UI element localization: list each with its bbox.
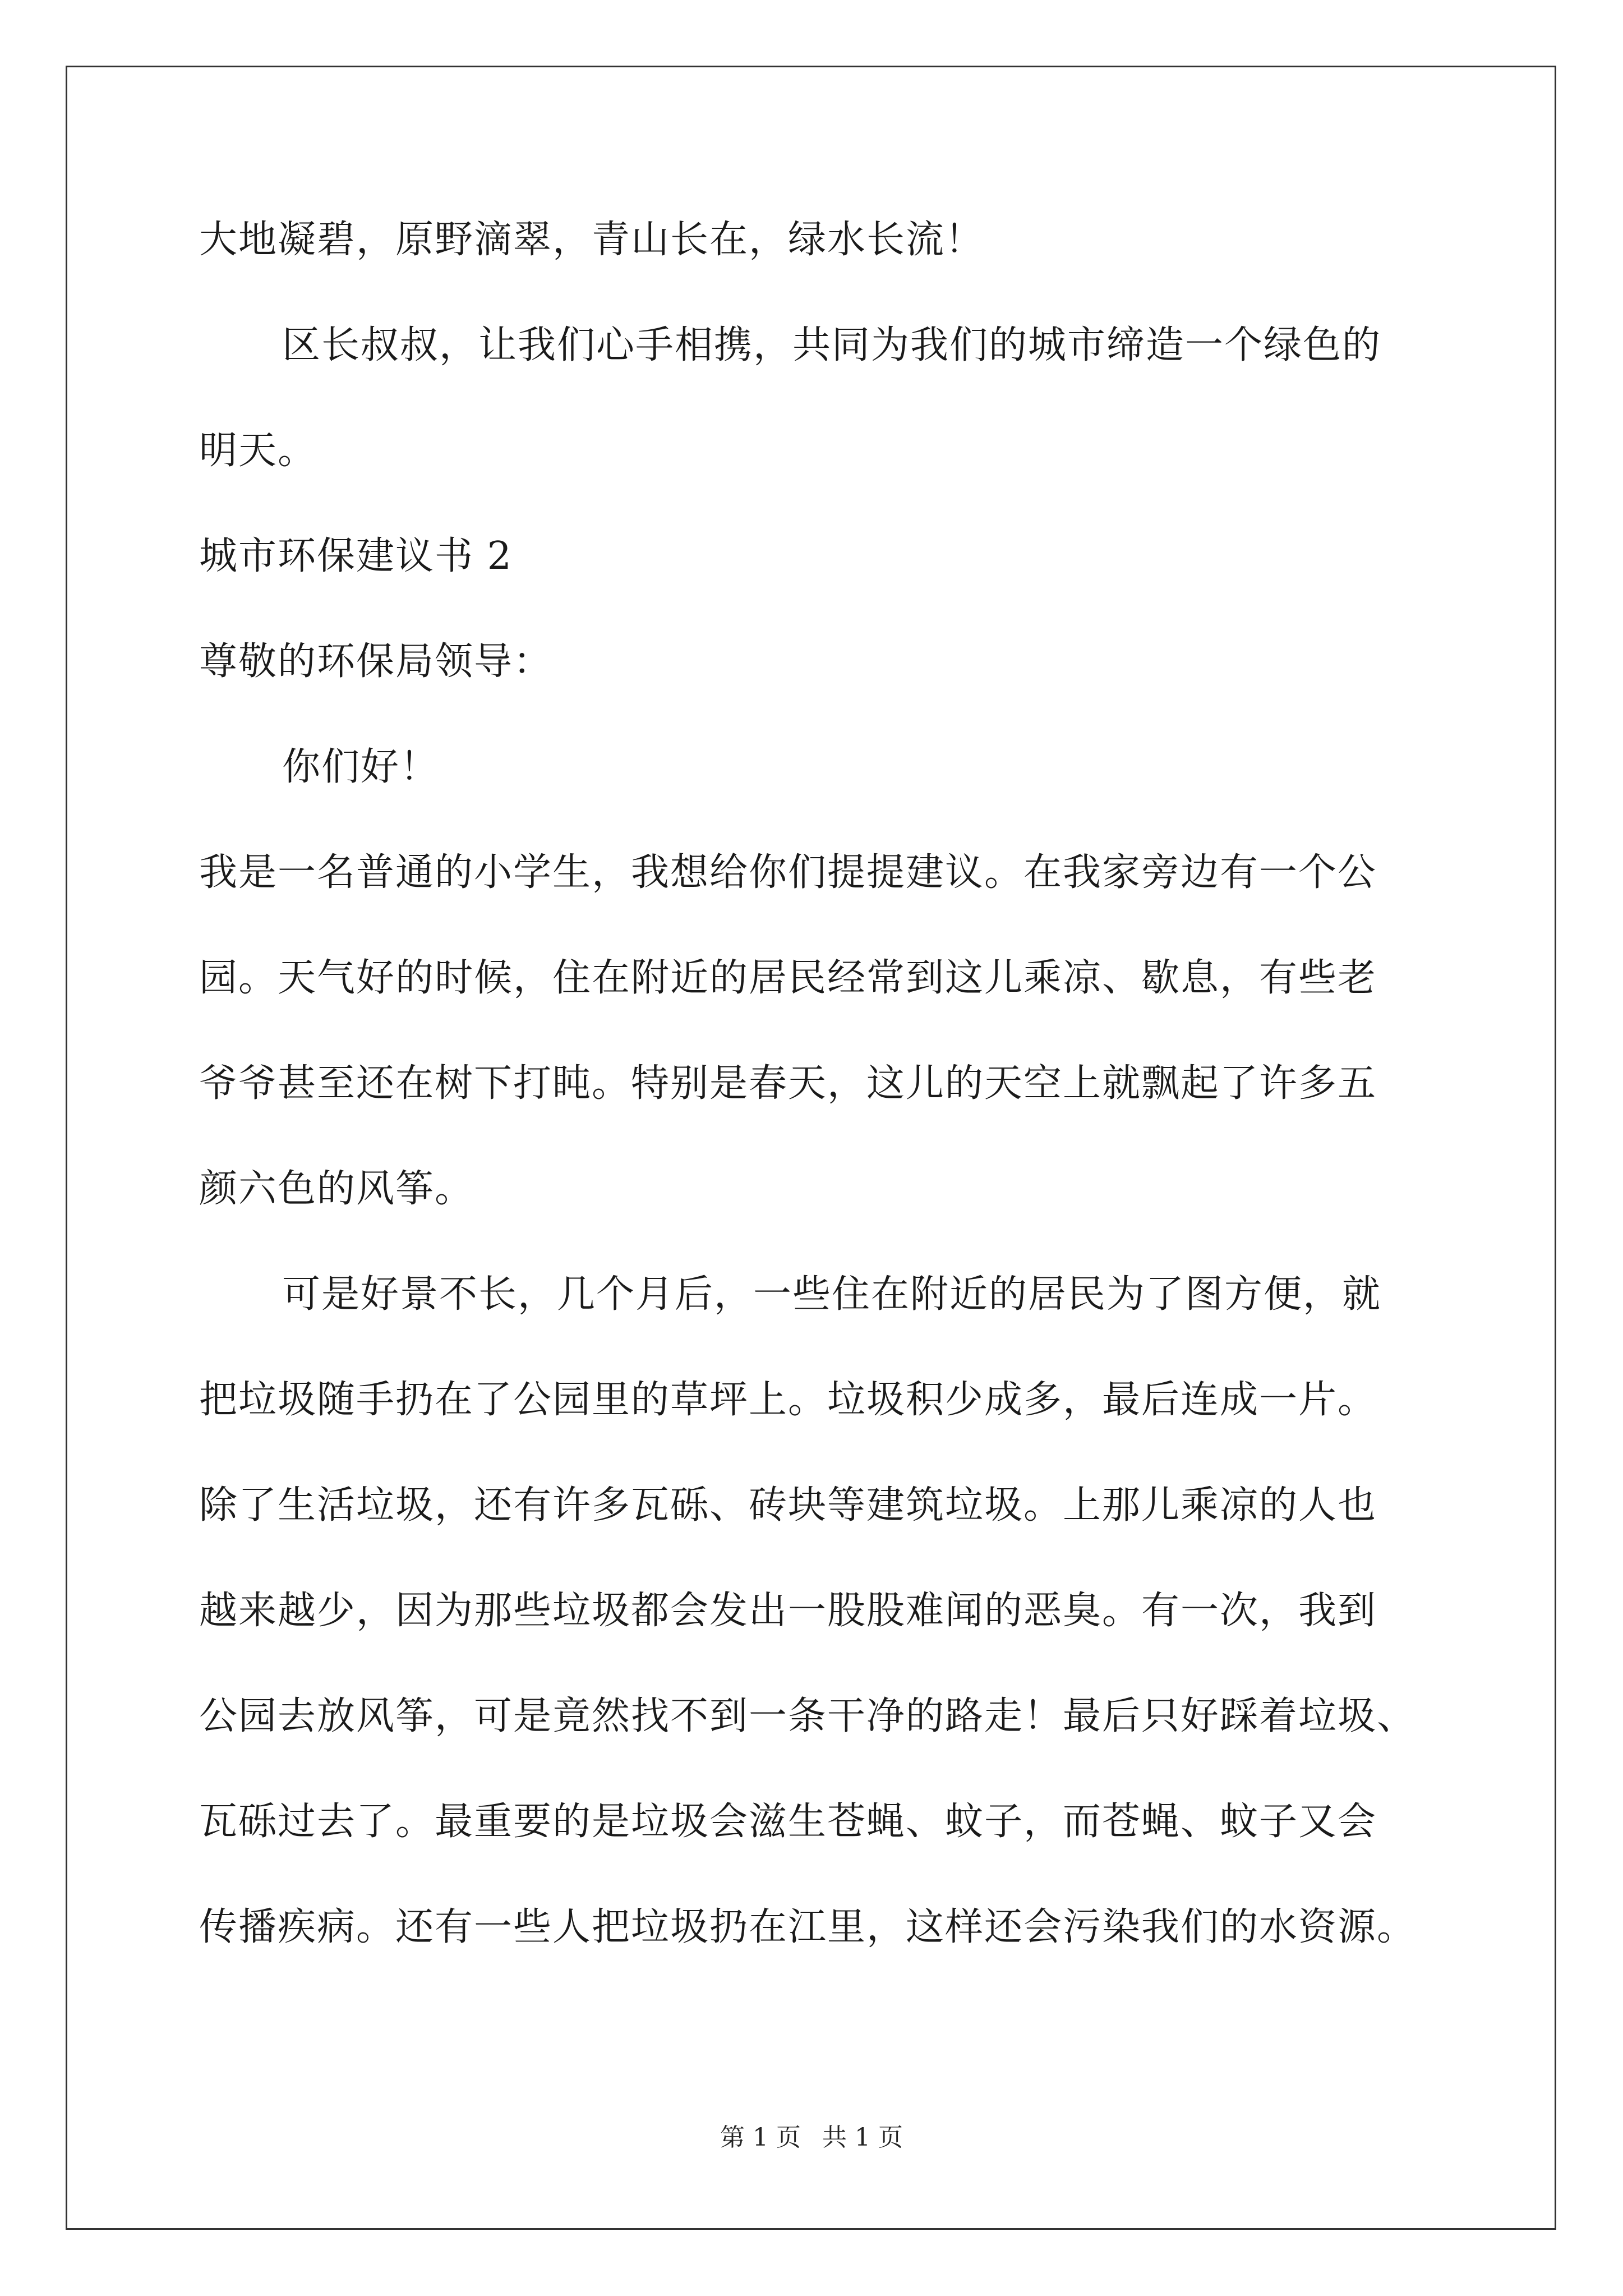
section-title: 城市环保建议书 2: [199, 534, 513, 578]
text-line-appeal: 区长叔叔，让我们心手相携，共同为我们的城市缔造一个绿色的: [282, 323, 1382, 367]
document-body: [199, 218, 1433, 2010]
page-number: 第 1 页: [720, 2123, 801, 2152]
salutation: 尊敬的环保局领导：: [199, 639, 553, 684]
paragraph-line: 瓦砾过去了。最重要的是垃圾会滋生苍蝇、蚊子，而苍蝇、蚊子又会: [199, 1800, 1377, 1844]
paragraph-line: 我是一名普通的小学生，我想给你们提提建议。在我家旁边有一个公: [199, 850, 1377, 895]
text-line-closing-slogan: 大地凝碧，原野滴翠，青山长在，绿水长流！: [199, 218, 985, 262]
paragraph-line: 颜六色的风筝。: [199, 1167, 474, 1211]
total-pages: 共 1 页: [822, 2123, 903, 2152]
paragraph-line: 把垃圾随手扔在了公园里的草坪上。垃圾积少成多，最后连成一片。: [199, 1378, 1377, 1422]
paragraph-line: 传播疾病。还有一些人把垃圾扔在江里，这样还会污染我们的水资源。: [199, 1905, 1417, 1949]
greeting: 你们好！: [282, 745, 440, 789]
page-footer: [0, 2124, 1623, 2152]
paragraph-line: 爷爷甚至还在树下打盹。特别是春天，这儿的天空上就飘起了许多五: [199, 1061, 1377, 1106]
text-line-appeal-continued: 明天。: [199, 429, 317, 473]
paragraph-line: 除了生活垃圾，还有许多瓦砾、砖块等建筑垃圾。上那儿乘凉的人也: [199, 1483, 1377, 1527]
paragraph-line: 公园去放风筝，可是竟然找不到一条干净的路走！最后只好踩着垃圾、: [199, 1694, 1417, 1738]
paragraph-line: 园。天气好的时候，住在附近的居民经常到这儿乘凉、歇息，有些老: [199, 956, 1377, 1000]
paragraph-line: 可是好景不长，几个月后，一些住在附近的居民为了图方便，就: [282, 1272, 1382, 1317]
paragraph-line: 越来越少，因为那些垃圾都会发出一股股难闻的恶臭。有一次，我到: [199, 1589, 1377, 1633]
